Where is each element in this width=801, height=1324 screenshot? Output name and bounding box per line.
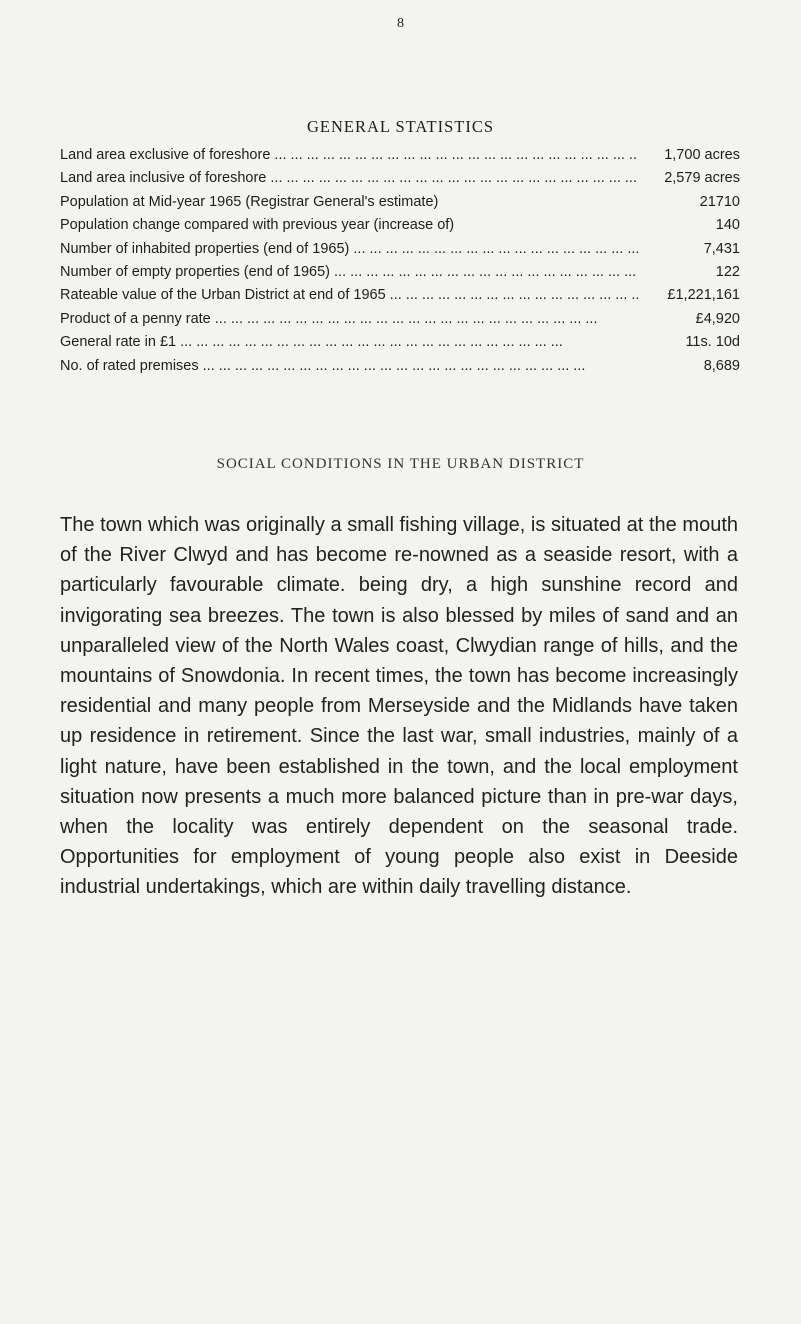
stat-row-inhabited-properties [60,238,740,261]
stat-value: £4,920 [695,310,740,327]
page-number: 8 [397,16,404,31]
stat-label: Population change compared with previous year (increase of) [60,217,455,234]
stat-value: £1,221,161 [667,287,740,304]
stat-row-population [60,191,740,214]
stat-label: Product of a penny rate ... . [60,308,638,331]
stat-label: Land area inclusive of foreshore ... . [60,167,638,190]
stat-value: 2,579 acres [664,170,740,187]
stat-label: Number of empty properties (end of 1965) ... . [60,261,638,284]
stat-row-general-rate [60,331,740,354]
stat-value: 11s. 10d [685,334,740,351]
stat-label: Rateable value of the Urban District at end of 1965 ... . [60,284,638,307]
stat-row-rateable-value [60,284,740,307]
stat-label: No. of rated premises ... . [60,355,638,378]
stat-value: 140 [715,217,740,234]
stat-row-land-exclusive [60,144,740,167]
social-conditions-paragraph: The town which was originally a small fishing village, is situated at the mouth of the River Clwyd and has become re-nowned as a seaside resort, with a particularly favourable climate. being dry, a high sunshine record and invigorating sea breezes. The town is also blessed by miles of sand and an unparalleled view of the North Wales coast, Clwydian range of hills, and the mountains of Snowdonia. In recent times, the town has become increasingly residential and many people from Merseyside and the Midlands have taken up residence in retirement. Since the last war, small industries, mainly of a light nature, have been established in the town, and the local employment situation now presents a much more balanced picture than in pre-war days, when the locality was entirely dependent on the seasonal trade. Opportunities for employment of young people also exist in Deeside industrial undertakings, which are within daily travelling distance. [60,514,738,899]
general-statistics-table [60,144,740,378]
stat-value: 7,431 [703,240,740,257]
stat-row-land-inclusive [60,167,740,190]
stat-value: 1,700 acres [664,147,740,163]
stat-row-penny-rate [60,308,740,331]
stat-row-rated-premises [60,355,740,378]
stat-value: 8,689 [703,357,740,374]
general-statistics-title: GENERAL STATISTICS [306,117,495,136]
stat-value: 122 [715,264,740,281]
stat-value: 21710 [699,193,740,210]
social-conditions-title: SOCIAL CONDITIONS IN THE URBAN DISTRICT [216,456,585,472]
stat-label: Population at Mid-year 1965 (Registrar General's estimate) [60,193,439,210]
stat-label: General rate in £1 ... . [60,331,638,354]
stat-label: Land area exclusive of foreshore ... . [60,144,638,167]
stat-row-population-change [60,214,740,237]
stat-row-empty-properties [60,261,740,284]
stat-label: Number of inhabited properties (end of 1965) ... . [60,238,638,261]
